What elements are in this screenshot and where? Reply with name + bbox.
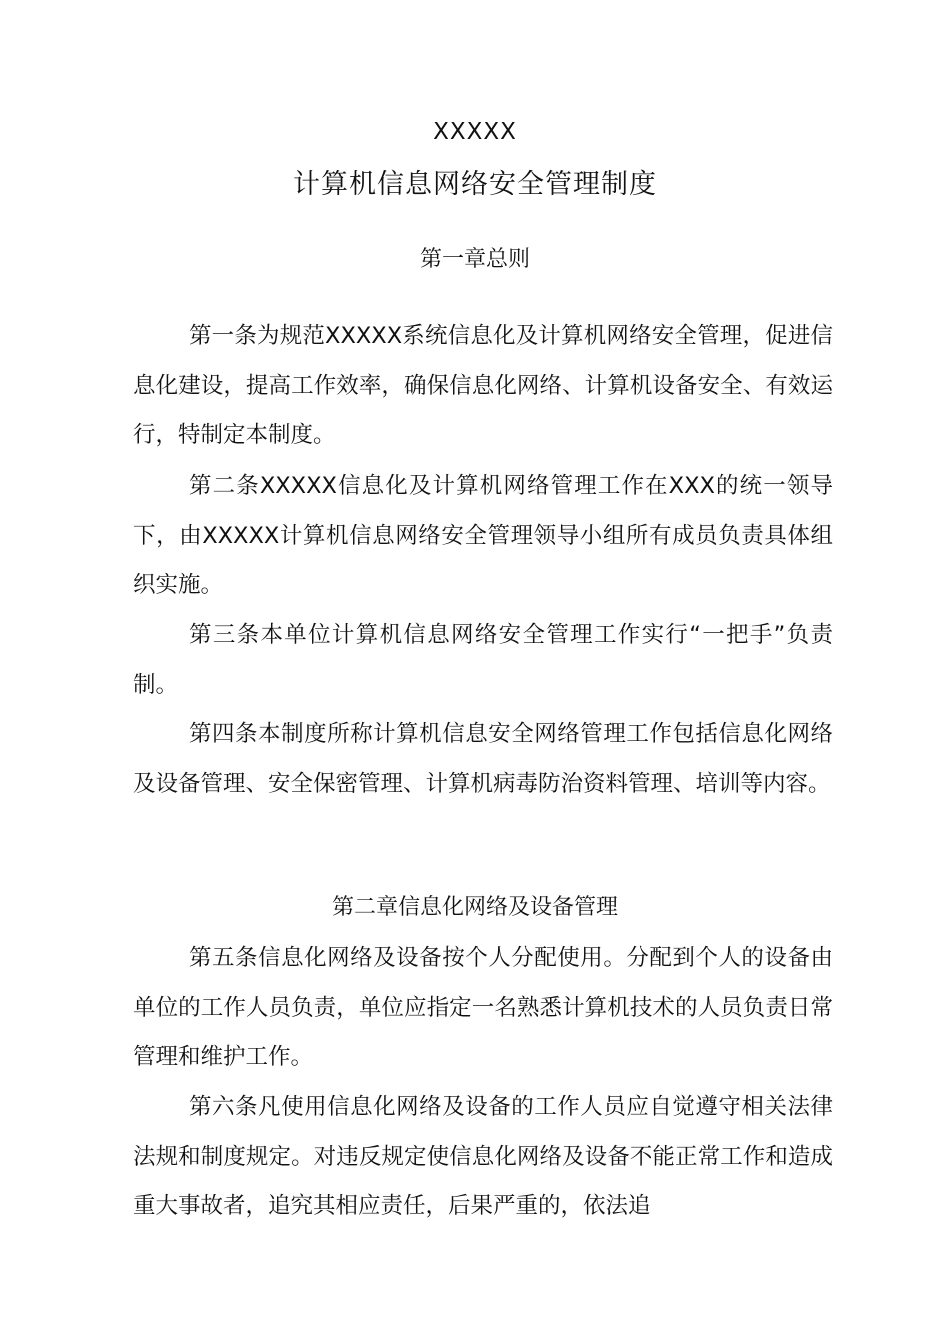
article-4: 第四条本制度所称计算机信息安全网络管理工作包括信息化网络及设备管理、安全保密管理、计算机病毒防治资料管理、培训等内容。 — [133, 721, 833, 797]
article-1: 第一条为规范XXXXX系统信息化及计算机网络安全管理，促进信息化建设，提高工作效率，确保信息化网络、计算机设备安全、有效运行，特制定本制度。 — [133, 323, 833, 448]
article-6: 第六条凡使用信息化网络及设备的工作人员应自觉遵守相关法律法规和制度规定。对违反规定使信息化网络及设备不能正常工作和造成重大事故者，追究其相应责任，后果严重的，依法追 — [133, 1094, 833, 1219]
article-2: 第二条XXXXX信息化及计算机网络管理工作在XXX的统一领导下，由XXXXX计算机信息网络安全管理领导小组所有成员负责具体组织实施。 — [133, 473, 833, 598]
organization-name: XXXXX — [433, 119, 517, 145]
document-title: 计算机信息网络安全管理制度 — [293, 169, 657, 200]
chapter-2-heading: 第二章信息化网络及设备管理 — [331, 895, 618, 920]
article-3: 第三条本单位计算机信息网络安全管理工作实行“一把手”负责制。 — [133, 622, 833, 698]
article-5: 第五条信息化网络及设备按个人分配使用。分配到个人的设备由单位的工作人员负责，单位应指定一名熟悉计算机技术的人员负责日常管理和维护工作。 — [133, 945, 833, 1070]
chapter-1-heading: 第一章总则 — [419, 247, 530, 272]
